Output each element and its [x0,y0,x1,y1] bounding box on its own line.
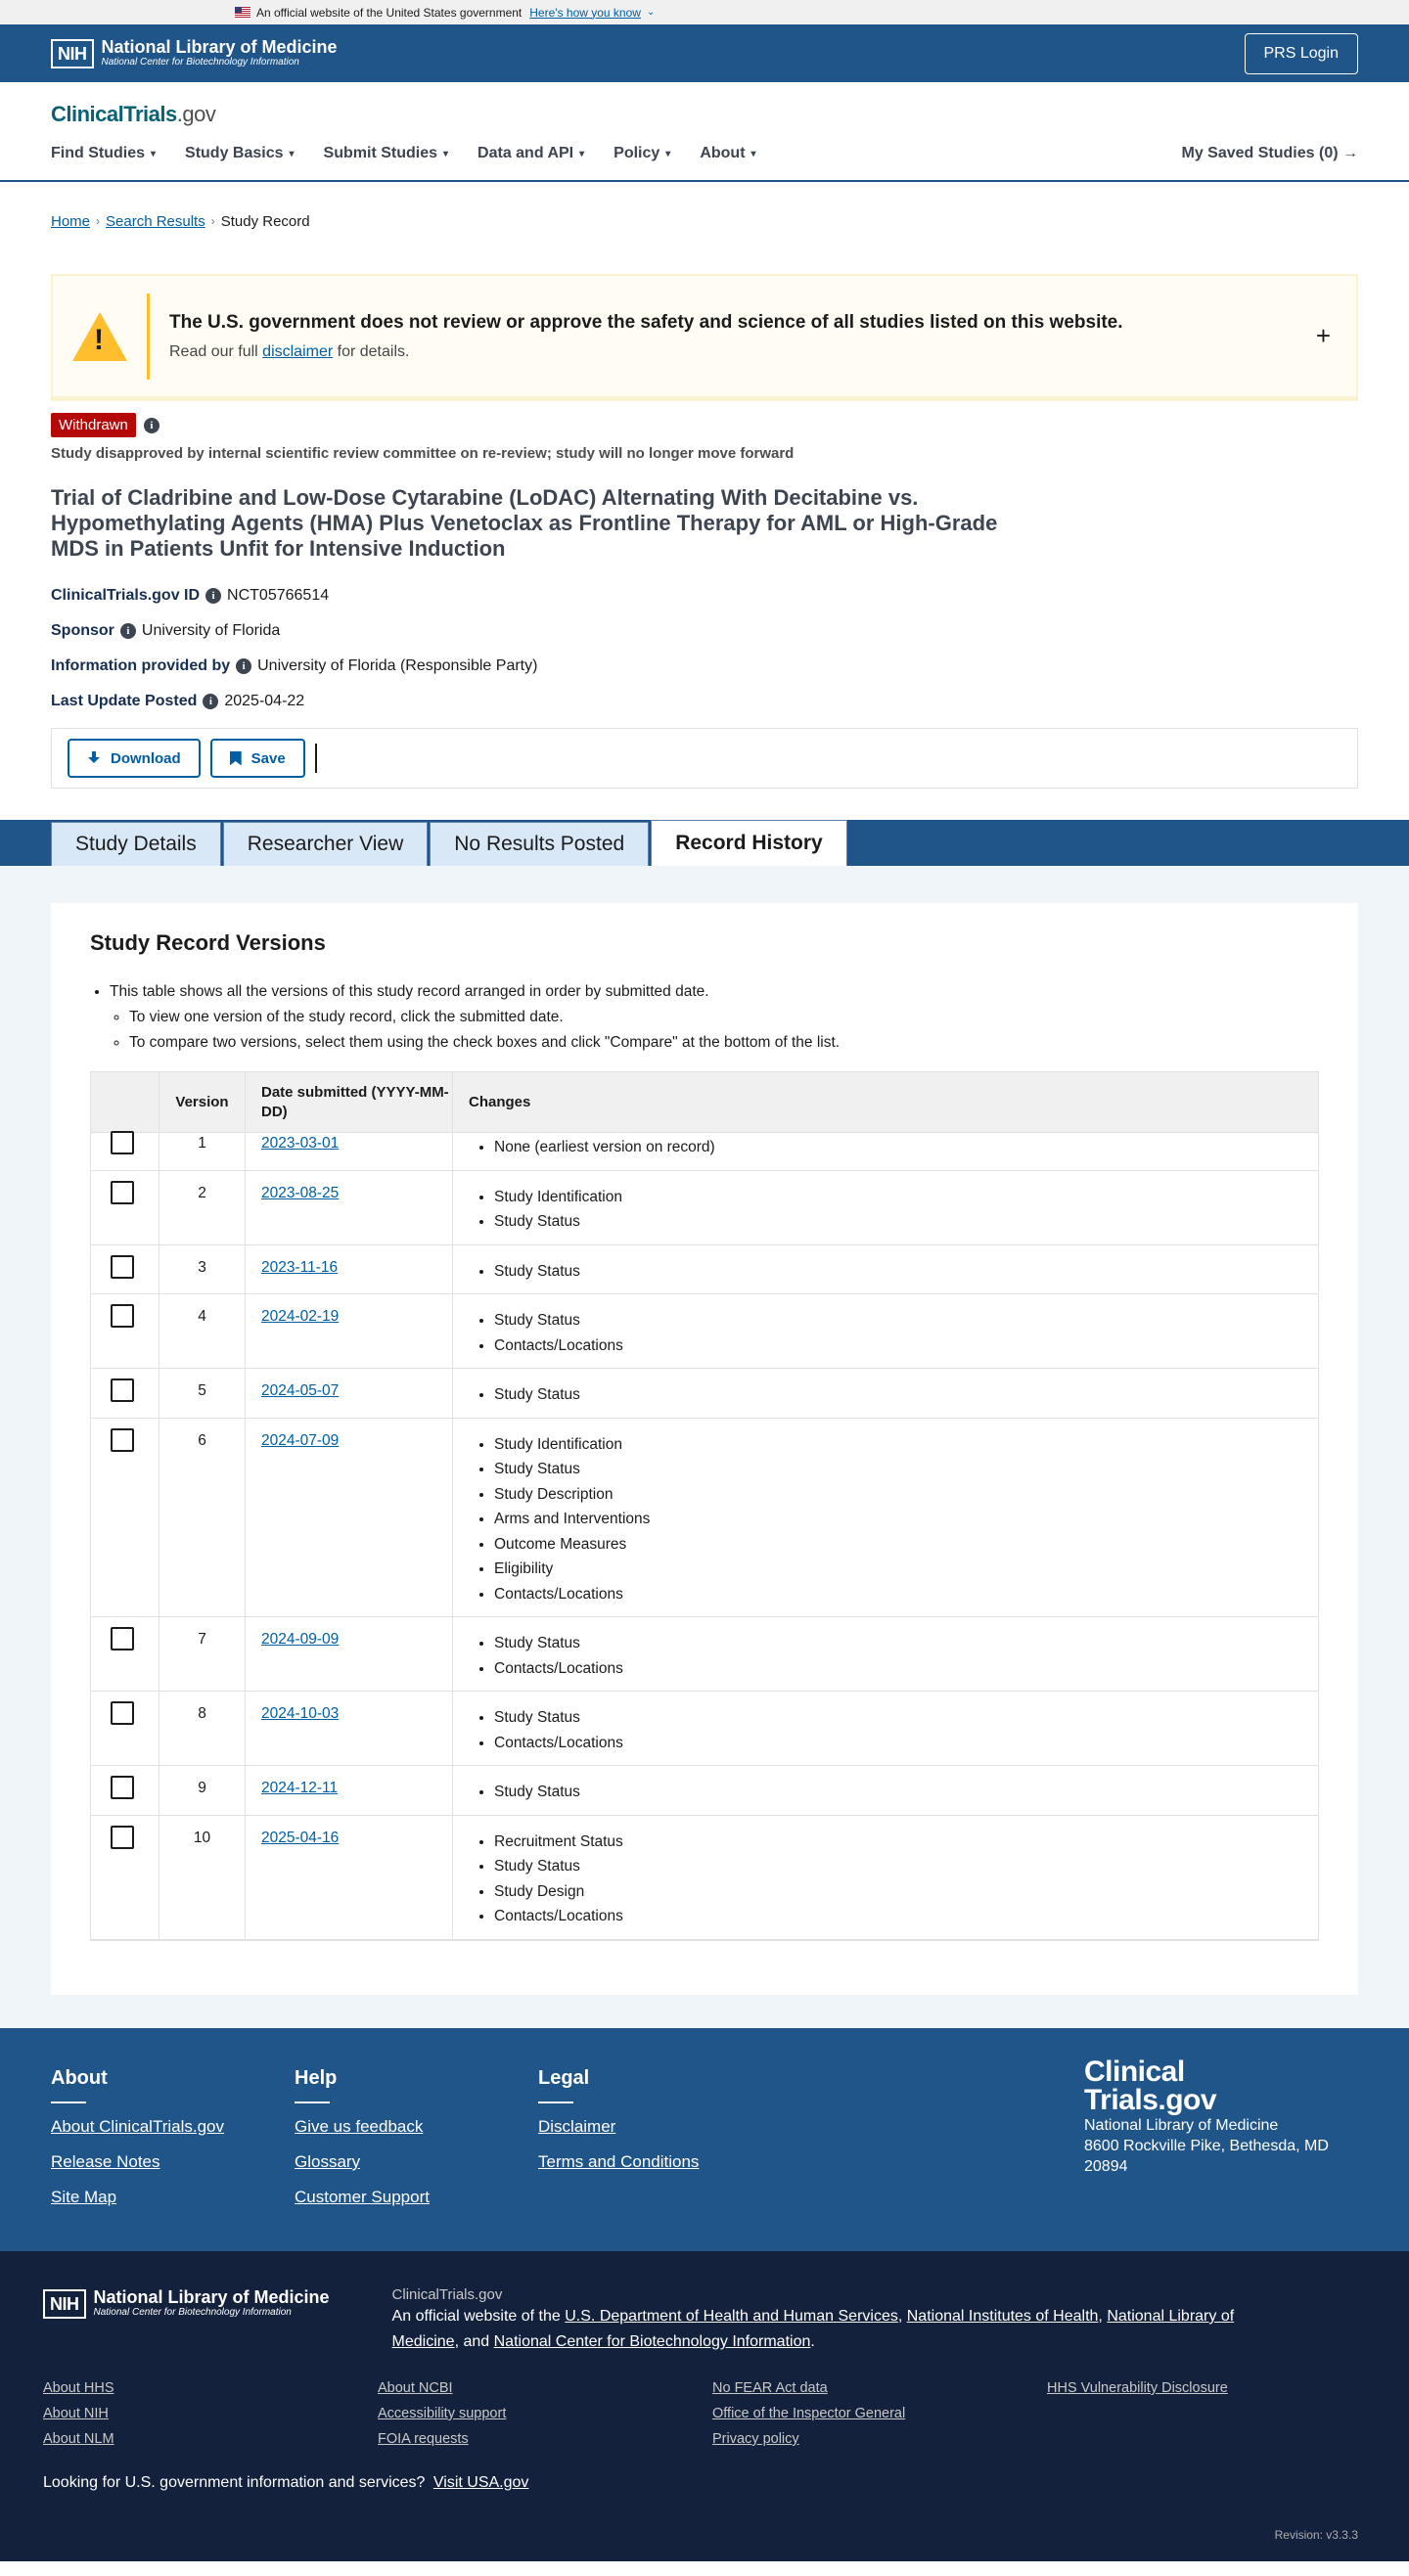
chevron-down-icon: ▾ [289,148,295,159]
download-icon [87,751,101,765]
arrow-right-icon: → [1342,145,1358,161]
version-number: 7 [159,1617,246,1691]
accessibility-link[interactable]: Accessibility support [378,2406,507,2421]
chevron-down-icon: ▾ [750,148,756,159]
select-cell [91,1171,159,1244]
footer-legal-title: Legal [538,2067,590,2089]
note-compare: ◦ To compare two versions, select them using the check boxes and click "Compare" at the bottom of the list. [129,1030,1319,1056]
meta-last-update [51,693,1358,710]
version-date-cell [246,1369,453,1418]
record-history-section [0,866,1409,2028]
chevron-down-icon: ▾ [665,148,671,159]
chevron-down-icon: ▾ [579,148,585,159]
change-item: • Outcome Measures [494,1532,1318,1558]
about-ncbi-link[interactable]: About NCBI [378,2380,453,2396]
version-date-link[interactable]: 2024-07-09 [261,1431,340,1449]
site-header [0,82,1409,182]
meta-label: Information provided by [51,657,231,674]
change-item: • Study Design [494,1879,1318,1905]
footer-link-site-map[interactable]: Site Map [51,2188,117,2206]
select-cell [91,1121,159,1170]
footer-address-org: National Library of Medicine [1084,2117,1279,2134]
change-item: • Study Status [494,1854,1318,1879]
version-date-link[interactable]: 2025-04-16 [261,1829,340,1846]
version-number: 5 [159,1369,246,1418]
meta-value: University of Florida [141,622,281,639]
tab-no-results-posted[interactable]: No Results Posted [430,822,649,866]
changes-cell [453,1617,1318,1691]
table-row [91,1121,1318,1171]
heres-how-you-know-link[interactable]: Here's how you know [529,5,641,20]
nav-study-basics[interactable] [185,145,295,162]
nlm-footer-logo[interactable] [43,2288,330,2319]
nlm-title: National Library of Medicine [93,2287,330,2307]
download-button[interactable] [68,739,201,778]
clinicaltrials-logo[interactable] [51,102,215,127]
table-row [91,1816,1318,1940]
change-item: • Recruitment Status [494,1830,1318,1855]
changes-cell [453,1171,1318,1244]
tab-record-history[interactable]: Record History [651,820,847,866]
compare-checkbox[interactable] [111,1131,134,1154]
change-item: • Contacts/Locations [494,1731,1318,1756]
version-date-cell [246,1816,453,1939]
nav-submit-studies[interactable] [324,145,448,162]
select-cell [91,1419,159,1617]
meta-label: Sponsor [51,622,114,639]
changes-cell [453,1692,1318,1765]
changes-cell [453,1121,1318,1170]
select-cell [91,1369,159,1418]
chevron-right-icon: › [96,214,101,228]
revision-label: Revision: v3.3.3 [1274,2528,1358,2542]
compare-checkbox[interactable] [111,1378,134,1402]
change-item: • Eligibility [494,1557,1318,1582]
note-view: ◦ To view one version of the study record, click the submitted date. [129,1005,1319,1030]
saved-studies-label: My Saved Studies (0) [1181,145,1339,161]
meta-label: Last Update Posted [51,693,198,709]
about-nlm-link[interactable]: About NLM [43,2431,114,2447]
alert-title: The U.S. government does not review or approve the safety and science of all studies listed on this website. [169,311,1123,333]
version-number: 9 [159,1766,246,1815]
nlm-logo[interactable] [51,38,338,68]
change-item: • Study Status [494,1259,1318,1285]
site-footer [0,2028,1409,2251]
table-row [91,1245,1318,1295]
footer-link-about-ct[interactable]: About ClinicalTrials.gov [51,2117,224,2136]
version-number: 4 [159,1294,246,1368]
foia-link[interactable]: FOIA requests [378,2431,469,2447]
footer-about-title: About [51,2067,108,2089]
footer-logo [1084,2057,1329,2176]
version-date-link[interactable]: 2024-12-11 [261,1780,339,1796]
footer-link-disclaimer[interactable]: Disclaimer [538,2117,616,2136]
status-note: Study disapproved by internal scientific review committee on re-review; study will no longer move forward [51,445,795,462]
meta-value: University of Florida (Responsible Party) [257,657,538,674]
info-icon[interactable]: i [120,623,136,639]
version-date-cell [246,1294,453,1368]
nih-logo-mark: NIH [51,39,94,68]
ncbi-subtitle: National Center for Biotechnology Information [93,2307,292,2318]
compare-checkbox[interactable] [111,1776,134,1799]
compare-checkbox[interactable] [111,1826,134,1849]
divider [51,2101,86,2103]
table-row [91,1617,1318,1692]
inspector-general-link[interactable]: Office of the Inspector General [712,2406,906,2421]
change-item: • Study Identification [494,1432,1318,1458]
info-icon[interactable]: i [205,588,221,604]
version-number: 2 [159,1171,246,1244]
change-item: • Study Description [494,1482,1318,1508]
compare-checkbox[interactable] [111,1255,134,1279]
footer-about [51,2067,295,2251]
change-item: • None (earliest version on record) [494,1135,1318,1160]
version-date-cell [246,1617,453,1691]
meta-label: ClinicalTrials.gov ID [51,587,201,604]
note-main: • This table shows all the versions of this study record arranged in order by submitted date. ◦ To view one version of the study record, click the submitted date. ◦ To compare two versions, select them using the check boxes and click "Compare" at the bottom of the list. [110,979,1319,1056]
version-date-cell [246,1766,453,1815]
and-text: and [463,2333,490,2350]
chevron-down-icon: ▾ [151,148,157,159]
change-item: • Study Status [494,1705,1318,1731]
changes-cell [453,1245,1318,1294]
info-icon[interactable]: i [236,658,251,674]
version-date-link[interactable]: 2024-05-07 [261,1382,340,1399]
versions-heading: Study Record Versions [90,930,326,955]
select-cell [91,1617,159,1691]
meta-info-provided-by [51,657,1358,675]
footer-help-title: Help [295,2067,338,2089]
gov-banner [0,0,1409,24]
table-row [91,1766,1318,1816]
change-item: • Contacts/Locations [494,1904,1318,1929]
change-item: • Study Identification [494,1185,1318,1210]
select-cell [91,1245,159,1294]
study-meta [51,587,1358,710]
footer-link-glossary[interactable]: Glossary [295,2152,361,2171]
nav-label: About [700,145,746,161]
version-date-link[interactable]: 2024-10-03 [261,1705,340,1722]
usa-text: Looking for U.S. government information and services? [43,2474,426,2491]
versions-table-body [91,1121,1318,1940]
version-number: 8 [159,1692,246,1765]
changes-cell [453,1294,1318,1368]
no-fear-act-link[interactable]: No FEAR Act data [712,2380,828,2396]
select-cell [91,1692,159,1765]
version-date-cell [246,1171,453,1244]
nav-policy[interactable] [614,145,670,162]
usa-gov-link[interactable]: Visit USA.gov [432,2474,529,2491]
bookmark-icon [230,751,242,766]
download-label: Download [111,749,181,767]
meta-value: NCT05766514 [227,587,330,604]
version-date-link[interactable]: 2024-09-09 [261,1631,340,1648]
prs-login-button[interactable]: PRS Login [1245,33,1359,74]
footer-legal [538,2067,782,2251]
tab-researcher-view[interactable]: Researcher View [223,822,429,866]
select-cell [91,1294,159,1368]
hhs-vulnerability-link[interactable]: HHS Vulnerability Disclosure [1047,2380,1228,2396]
status-badge: Withdrawn [51,413,136,437]
footer-link-terms[interactable]: Terms and Conditions [538,2152,700,2171]
footer-link-support[interactable]: Customer Support [295,2188,430,2206]
table-row [91,1171,1318,1245]
change-item: • Contacts/Locations [494,1333,1318,1359]
table-row [91,1419,1318,1618]
version-date-cell [246,1245,453,1294]
nav-label: Data and API [477,145,574,161]
meta-nct-id [51,587,1358,605]
change-item: • Study Status [494,1457,1318,1482]
save-button[interactable] [210,739,305,778]
logo-gov-text: .gov [176,102,216,126]
divider [315,744,317,773]
chevron-down-icon: ▾ [443,148,449,159]
breadcrumb-search-results[interactable]: Search Results [106,212,205,230]
nav-label: Submit Studies [323,145,437,161]
breadcrumb-home[interactable]: Home [51,212,91,230]
nih-link[interactable]: National Institutes of Health [906,2308,1099,2325]
agency-links [43,2380,1366,2447]
version-date-cell [246,1692,453,1765]
footer-logo-line1: Clinical [1084,2056,1185,2088]
select-cell [91,1766,159,1815]
change-item: • Study Status [494,1631,1318,1656]
version-number: 1 [159,1121,246,1170]
nih-header [0,24,1409,82]
footer-help [295,2067,538,2251]
compare-checkbox[interactable] [111,1181,134,1204]
about-hhs-link[interactable]: About HHS [43,2380,114,2396]
action-bar [51,728,1358,789]
warning-icon [72,312,127,361]
date-column-header: Date submitted (YYYY-MM-DD) [246,1072,453,1132]
table-row [91,1369,1318,1419]
select-cell [91,1816,159,1939]
hhs-link[interactable]: U.S. Department of Health and Human Services [565,2308,898,2325]
changes-cell [453,1816,1318,1939]
nlm-title: National Library of Medicine [101,37,338,57]
disclaimer-alert [51,274,1358,401]
change-item: • Arms and Interventions [494,1507,1318,1532]
change-item: • Contacts/Locations [494,1582,1318,1607]
footer-logo-line2: Trials.gov [1084,2084,1217,2116]
change-item: • Study Status [494,1308,1318,1333]
ncbi-link[interactable]: National Center for Biotechnology Information [493,2333,811,2350]
status-row [51,413,1358,437]
changes-cell [453,1419,1318,1617]
version-number: 6 [159,1419,246,1617]
breadcrumb-current: Study Record [220,212,310,230]
versions-notes [90,979,1319,1056]
usa-gov-line [43,2474,1366,2492]
version-number: 3 [159,1245,246,1294]
version-date-link[interactable]: 2023-11-16 [261,1258,339,1276]
nih-logo-mark: NIH [43,2289,86,2319]
breadcrumb [0,182,1409,239]
version-date-link[interactable]: 2024-02-19 [261,1308,340,1325]
gov-banner-text: An official website of the United States government [256,5,523,20]
version-number: 10 [159,1816,246,1939]
version-date-link[interactable]: 2023-08-25 [261,1184,340,1201]
compare-checkbox[interactable] [111,1627,134,1650]
logo-main-text: ClinicalTrials [51,102,177,126]
privacy-policy-link[interactable]: Privacy policy [712,2431,799,2447]
official-info: ClinicalTrials.gov An official website of the U.S. Department of Health and Human Services, National Institutes of Health, National Library of Medicine, and National Center for Biotechnology Information. [392,2286,1293,2355]
footer-link-release-notes[interactable]: Release Notes [51,2152,160,2171]
meta-value: 2025-04-22 [224,693,305,709]
divider [538,2101,573,2103]
chevron-down-icon: ⌄ [646,7,656,18]
nav-label: Find Studies [51,145,145,161]
nav-data-and-api[interactable] [477,145,584,162]
study-title: Trial of Cladribine and Low-Dose Cytarabine (LoDAC) Alternating With Decitabine vs. Hypomethylating Agents (HMA) Plus Venetoclax as Frontline Therapy for AML or High-Grade MDS in Patients Unfit for Intensive Induction [51,485,998,561]
nlm-link[interactable]: National Library of Medicine [391,2308,1235,2350]
meta-sponsor [51,622,1358,640]
nav-find-studies[interactable] [51,145,156,162]
footer-address-street: 8600 Rockville Pike, Bethesda, MD [1084,2138,1329,2154]
footer-link-feedback[interactable]: Give us feedback [295,2117,424,2136]
divider [295,2101,330,2103]
changes-cell [453,1766,1318,1815]
info-icon[interactable]: i [144,418,159,433]
change-item: • Study Status [494,1209,1318,1235]
disclaimer-link[interactable]: disclaimer [262,342,334,360]
changes-column-header: Changes [469,1094,531,1110]
version-column-header: Version [159,1072,246,1132]
compare-checkbox[interactable] [111,1304,134,1328]
chevron-right-icon: › [210,214,215,228]
study-tabs [0,820,1409,866]
nlm-footer [0,2251,1409,2561]
tab-study-details[interactable]: Study Details [51,822,221,866]
version-date-link[interactable]: 2023-03-01 [261,1135,340,1152]
change-item: • Study Status [494,1382,1318,1408]
version-date-cell [246,1121,453,1170]
nav-label: Policy [614,145,660,161]
version-date-cell [246,1419,453,1617]
site-name: ClinicalTrials.gov [391,2286,503,2303]
us-flag-icon [235,7,250,18]
change-item: • Study Status [494,1780,1318,1805]
change-item: • Contacts/Locations [494,1656,1318,1682]
changes-cell [453,1369,1318,1418]
alert-text: Read our full disclaimer for details. [169,342,410,360]
expand-plus-icon[interactable]: + [1315,321,1331,350]
compare-checkbox[interactable] [111,1428,134,1452]
versions-card [51,903,1358,1995]
nav-about[interactable] [700,145,755,162]
ncbi-subtitle: National Center for Biotechnology Information [101,57,299,68]
footer-address-zip: 20894 [1084,2158,1128,2175]
versions-table [90,1071,1319,1941]
table-row [91,1692,1318,1766]
table-row [91,1294,1318,1369]
about-nih-link[interactable]: About NIH [43,2406,109,2421]
official-prefix: An official website of the [391,2308,561,2325]
nav-label: Study Basics [185,145,284,161]
info-icon[interactable]: i [203,694,218,709]
save-label: Save [250,749,286,767]
saved-studies-link[interactable] [1182,145,1359,162]
main-nav [51,145,756,162]
compare-checkbox[interactable] [111,1701,134,1725]
